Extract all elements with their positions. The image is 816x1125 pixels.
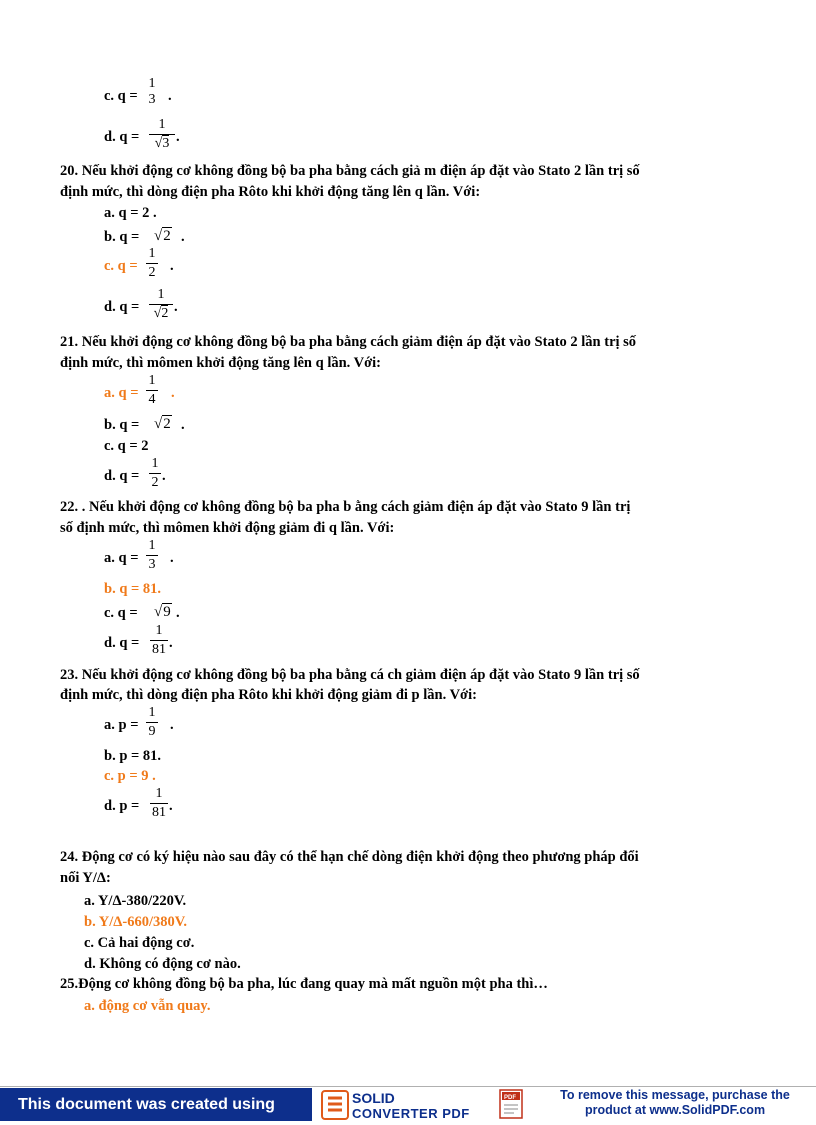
fraction-denominator: 4 [148,392,156,407]
q23-option-d-fraction [150,786,168,821]
prev-option-c-label: c. q = [104,88,138,104]
fraction-numerator: 1 [157,287,165,302]
fraction-numerator: 1 [148,538,156,553]
q21-option-b-label: b. q = [104,417,140,433]
solidpdf-link[interactable]: www.SolidPDF.com [649,1103,766,1117]
question-24-line-1: 24. Động cơ có ký hiệu nào sau đây có thể hạn chế dòng điện khởi động theo phương pháp đổi [60,849,639,865]
period: . [170,717,174,733]
prev-option-c-fraction [146,76,158,108]
q21-option-a-label-answer: a. q = [104,385,139,401]
q20-option-b-sqrt: √2 [154,228,171,244]
q25-option-a-answer: a. động cơ vẫn quay. [84,998,211,1014]
q23-option-a-fraction [146,705,158,740]
question-21-line-2: định mức, thì mômen khởi động tăng lên q lần. Với: [60,355,382,371]
period: . [176,129,180,145]
q21-option-d-label: d. q = [104,468,140,484]
q22-option-c-sqrt: √9 [154,604,171,620]
q22-option-a-label: a. q = [104,550,139,566]
fraction-numerator: 1 [151,456,159,471]
question-22-line-1: 22. . Nếu khởi động cơ không đồng bộ ba pha b ằng cách giảm điện áp đặt vào Stato 9 lần trị [60,499,631,515]
prev-option-d-fraction [149,117,175,152]
q23-option-d-label: d. p = [104,798,140,814]
q22-option-b-answer: b. q = 81. [104,581,162,597]
fraction-numerator: 1 [148,246,156,261]
question-22-line-2: số định mức, thì mômen khởi động giảm đi q lần. Với: [60,520,395,536]
logo-text-solid: SOLID [352,1090,395,1106]
q22-option-d-label: d. q = [104,635,140,651]
question-23-line-1: 23. Nếu khởi động cơ không đồng bộ ba pha bằng cá ch giảm điện áp đặt vào Stato 9 lần trị số [60,667,640,683]
q24-option-d: d. Không có động cơ nào. [84,956,241,972]
fraction-numerator: 1 [148,705,156,720]
period: . [176,605,180,621]
q23-option-c-answer: c. p = 9 . [104,768,156,784]
fraction-denominator: 2 [151,475,159,490]
fraction-denominator: √3 [154,136,170,151]
period: . [171,385,175,401]
q20-option-a: a. q = 2 . [104,205,157,221]
q20-option-c-fraction [146,246,158,281]
period: . [169,798,173,814]
period: . [170,258,174,274]
q24-option-c: c. Cả hai động cơ. [84,935,195,951]
q21-option-b-sqrt: √2 [154,416,171,432]
logo-badge-pdf: PDF [504,1095,516,1101]
fraction-bar [146,722,158,723]
q22-option-a-fraction [146,538,158,573]
period: . [168,88,172,104]
fraction-numerator: 1 [148,76,156,91]
fraction-bar [150,640,168,641]
period: . [169,635,173,651]
period: . [174,299,178,315]
q20-option-d-label: d. q = [104,299,140,315]
q20-option-c-label-answer: c. q = [104,258,138,274]
q22-option-d-fraction [150,623,168,658]
fraction-denominator: √2 [153,306,169,321]
q21-option-c: c. q = 2 [104,438,149,454]
q24-option-a: a. Y/Δ-380/220V. [84,893,187,909]
fraction-bar [146,263,158,264]
question-21-line-1: 21. Nếu khởi động cơ không đồng bộ ba pha bằng cách giảm điện áp đặt vào Stato 2 lần trị số [60,334,637,350]
question-20-line-1: 20. Nếu khởi động cơ không đồng bộ ba pha bằng cách giả m điện áp đặt vào Stato 2 lần trị số [60,163,640,179]
q21-option-d-fraction [149,456,161,491]
footer-purchase-line-2 [540,1103,810,1118]
period: . [170,550,174,566]
solid-converter-logo-graphic [318,1088,540,1121]
footer-created-using: This document was created using [0,1088,312,1121]
q20-option-d-fraction [149,287,173,322]
question-20-line-2: định mức, thì dòng điện pha Rôto khi khởi động tăng lên q lần. Với: [60,184,481,200]
solid-converter-logo[interactable] [318,1088,540,1121]
fraction-denominator: 81 [152,805,166,820]
question-24-line-2: nối Y/Δ: [60,870,111,886]
fraction-denominator: 3 [148,557,156,572]
footer-purchase-line-1: To remove this message, purchase the [560,1088,790,1102]
footer-product-at: product at [584,1103,650,1117]
q24-option-b-answer: b. Y/Δ-660/380V. [84,914,187,930]
prev-option-d-label: d. q = [104,129,140,145]
fraction-bar [146,555,158,556]
fraction-denominator: 81 [152,642,166,657]
fraction-numerator: 1 [148,373,156,388]
fraction-bar [146,390,158,391]
q20-option-b-label: b. q = [104,229,140,245]
fraction-denominator: 3 [148,92,156,107]
question-23-line-2: định mức, thì dòng điện pha Rôto khi khởi động giảm đi p lần. Với: [60,687,477,703]
fraction-bar [149,473,161,474]
logo-text-converter: CONVERTER PDF [352,1106,470,1121]
period: . [181,417,185,433]
footer-purchase-message [540,1088,810,1121]
fraction-numerator: 1 [155,623,163,638]
question-25-line-1: 25.Động cơ không đồng bộ ba pha, lúc đang quay mà mất nguồn một pha thì… [60,976,548,992]
period: . [162,468,166,484]
fraction-denominator: 2 [148,265,156,280]
fraction-numerator: 1 [155,786,163,801]
watermark-footer [0,1086,816,1123]
period: . [181,229,185,245]
q21-option-a-fraction [146,373,158,408]
fraction-denominator: 9 [148,724,156,739]
fraction-numerator: 1 [158,117,166,132]
q22-option-c-label: c. q = [104,605,138,621]
fraction-bar [150,803,168,804]
q23-option-b: b. p = 81. [104,748,162,764]
q23-option-a-label: a. p = [104,717,139,733]
